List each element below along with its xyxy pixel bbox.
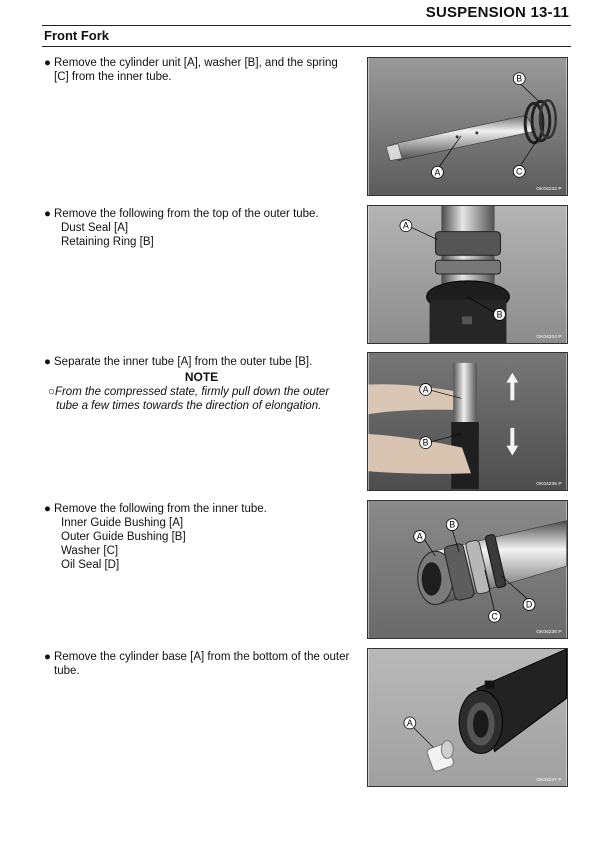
photo-code: GK04232 P [536,187,562,193]
step-1 [44,56,359,84]
bullet-icon: ● [44,57,51,69]
photo-outer-tube-top [367,205,568,344]
step-2-text: Remove the following from the top of the outer tube. [54,208,319,220]
bullet-icon: ● [44,356,51,368]
step-5 [44,650,359,678]
note-marker: ○ [48,386,55,398]
photo-cylinder-unit [367,57,568,196]
label-b: B [449,519,456,530]
photo-cylinder-base [367,648,568,787]
photo-inner-tube-parts [367,500,568,639]
step-3-text: Separate the inner tube [A] from the outer tube [B]. [54,356,313,368]
step-4-item: Inner Guide Bushing [A] [61,517,184,529]
step-2-item: Dust Seal [A] [61,222,129,234]
header-rule [42,25,571,26]
note-line2: tube a few times towards the direction of elongation. [56,400,322,412]
label-a: A [406,717,413,728]
label-a: A [402,220,409,231]
note-text [44,385,359,413]
photo-code: GK04237 P [536,778,562,784]
step-4-item: Outer Guide Bushing [B] [61,531,186,543]
label-b: B [516,73,523,84]
step-4-item: Oil Seal [D] [61,559,120,571]
label-b: B [496,309,503,320]
step-5-text-line1: Remove the cylinder base [A] from the bottom of the outer [54,651,350,663]
label-d: D [525,599,533,610]
photo-code: GK04235 P [536,482,562,488]
label-b: B [422,437,429,448]
step-4 [44,502,359,572]
note-title: NOTE [184,370,219,384]
step-1-text-line2: [C] from the inner tube. [54,71,172,83]
step-5-text-line2: tube. [54,665,80,677]
section-rule [42,46,571,47]
label-a: A [434,167,441,178]
page-header-title: SUSPENSION 13-11 [425,4,569,21]
label-c: C [516,166,523,177]
note-line1: From the compressed state, firmly pull down the outer [54,386,330,398]
photo-code: GK04236 P [536,630,562,636]
bullet-icon: ● [44,503,51,515]
step-2-item: Retaining Ring [B] [61,236,154,248]
label-a: A [422,384,429,395]
label-a: A [416,531,423,542]
photo-code: GK04234 P [536,335,562,341]
section-title: Front Fork [44,28,109,43]
label-c: C [491,611,498,622]
step-4-text: Remove the following from the inner tube. [54,503,267,515]
bullet-icon: ● [44,208,51,220]
step-1-text-line1: Remove the cylinder unit [A], washer [B], and the spring [54,57,338,69]
step-2 [44,207,359,249]
photo-separate-tubes [367,352,568,491]
bullet-icon: ● [44,651,51,663]
step-4-item: Washer [C] [61,545,119,557]
step-3 [44,355,359,413]
